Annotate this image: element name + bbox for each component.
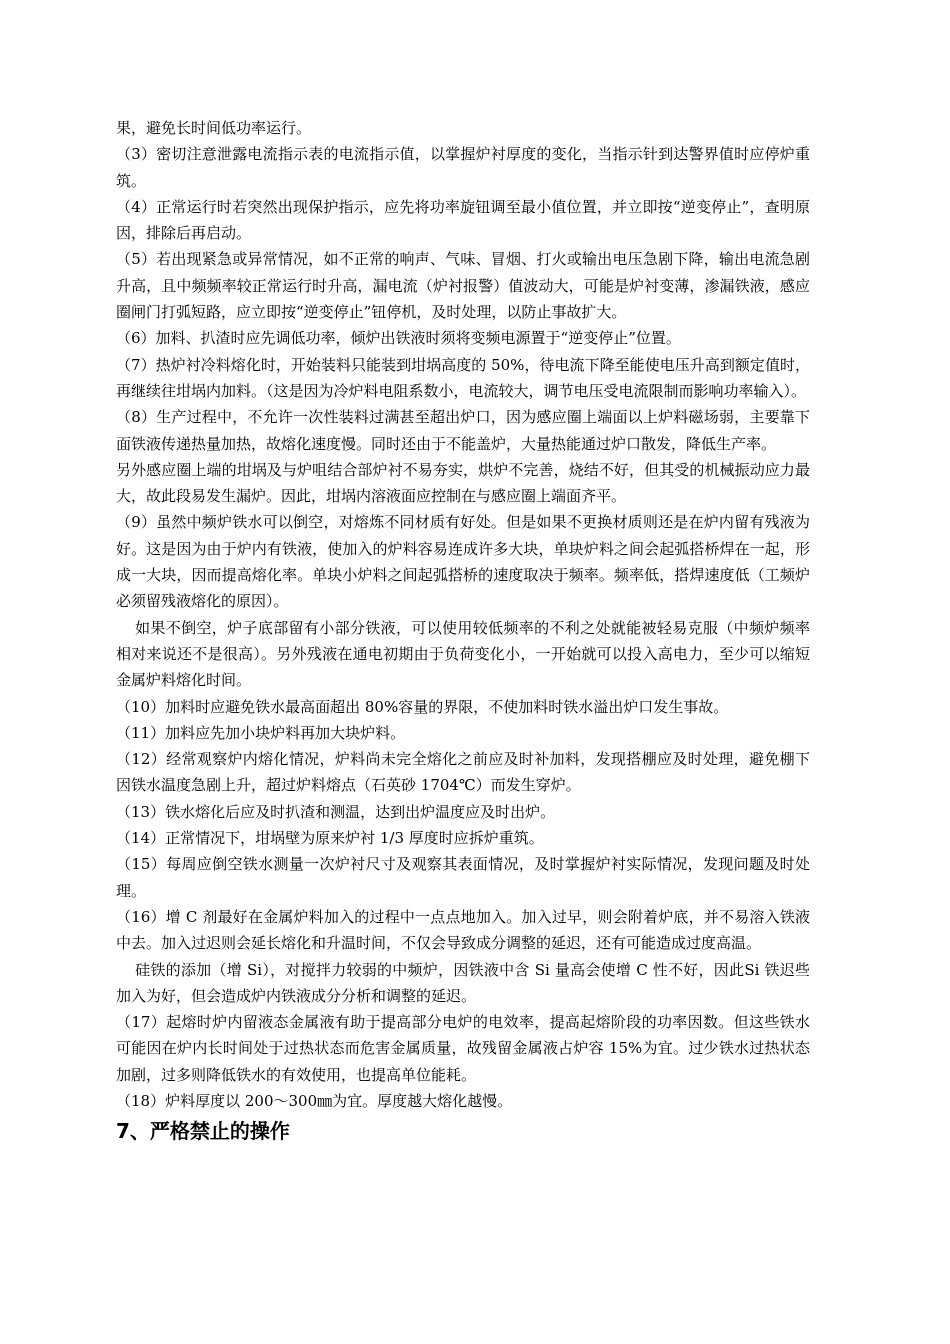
paragraph-item-8: （8）生产过程中，不允许一次性装料过满甚至超出炉口，因为感应圈上端面以上炉料磁场弱，主要靠下面铁液传递热量加热，故熔化速度慢。同时还由于不能盖炉，大量热能通过炉口散发，降低生产率。: [116, 408, 810, 453]
paragraph-item-12: （12）经常观察炉内熔化情况，炉料尚未完全熔化之前应及时补加料，发现搭棚应及时处理，避免棚下因铁水温度急剧上升，超过炉料熔点（石英砂 1704℃）而发生穿炉。: [116, 750, 810, 795]
paragraph-item-13: （13）铁水熔化后应及时扒渣和测温，达到出炉温度应及时出炉。: [116, 802, 556, 821]
paragraph-item-5: （5）若出现紧急或异常情况，如不正常的响声、气味、冒烟、打火或输出电压急剧下降，输出电流急剧升高，且中频频率较正常运行时升高，漏电流（炉衬报警）值波动大，可能是炉衬变薄，渗漏铁液，感应圈闸门打弧短路，应立即按“逆变停止”钮停机，及时处理，以防止事故扩大。: [116, 250, 810, 322]
paragraph-item-9-note: 如果不倒空，炉子底部留有小部分铁液，可以使用较低频率的不利之处就能被轻易克服（中频炉频率相对来说还不是很高）。另外残液在通电初期由于负荷变化小，一开始就可以投入高电力，至少可以缩短金属炉料熔化时间。: [116, 618, 810, 690]
paragraph-item-11: （11）加料应先加小块炉料再加大块炉料。: [116, 723, 406, 742]
section-heading: 7、严格禁止的操作: [116, 1119, 290, 1144]
paragraph-item-14: （14）正常情况下，坩埚壁为原来炉衬 1/3 厚度时应拆炉重筑。: [116, 829, 544, 848]
paragraph-item-15: （15）每周应倒空铁水测量一次炉衬尺寸及观察其表面情况，及时掌握炉衬实际情况，发现问题及时处理。: [116, 855, 810, 900]
paragraph-item-7: （7）热炉衬冷料熔化时，开始装料只能装到坩埚高度的 50%，待电流下降至能使电压升高到额定值时，再继续往坩埚内加料。（这是因为冷炉料电阻系数小，电流较大，调节电压受电流限制而影响功率输入）。: [116, 355, 810, 400]
paragraph-continuation: 果，避免长时间低功率运行。: [116, 119, 312, 137]
paragraph-item-16: （16）增 C 剂最好在金属炉料加入的过程中一点点地加入。加入过早，则会附着炉底，并不易溶入铁液中去。加入过迟则会延长熔化和升温时间，不仅会导致成分调整的延迟，还有可能造成过度高温。: [116, 907, 810, 953]
paragraph-item-3: （3）密切注意泄露电流指示表的电流指示值，以掌握炉衬厚度的变化，当指示针到达警界值时应停炉重筑。: [116, 145, 810, 190]
paragraph-item-16-note: 硅铁的添加（增 Si），对搅拌力较弱的中频炉，因铁液中含 Si 量高会使增 C 性不好，因此Si 铁迟些加入为好，但会造成炉内铁液成分分析和调整的延迟。: [116, 960, 810, 1005]
paragraph-item-8-note: 另外感应圈上端的坩埚及与炉咀结合部炉衬不易夯实，烘炉不完善，烧结不好，但其受的机械振动应力最大，故此段易发生漏炉。因此，坩埚内溶液面应控制在与感应圈上端面齐平。: [116, 460, 810, 506]
paragraph-item-6: （6）加料、扒渣时应先调低功率，倾炉出铁液时须将变频电源置于“逆变停止”位置。: [116, 329, 681, 348]
document-page: [116, 115, 810, 1146]
paragraph-item-10: （10）加料时应避免铁水最高面超出 80%容量的界限，不使加料时铁水溢出炉口发生事故。: [116, 697, 729, 716]
paragraph-item-4: （4）正常运行时若突然出现保护指示，应先将功率旋钮调至最小值位置，并立即按“逆变停止”，查明原因，排除后再启动。: [116, 197, 810, 243]
paragraph-item-17: （17）起熔时炉内留液态金属液有助于提高部分电炉的电效率，提高起熔阶段的功率因数。但这些铁水可能因在炉内长时间处于过热状态而危害金属质量，故残留金属液占炉容 15%为宜。过少铁水过热状态加剧，过多则降低铁水的有效使用，也提高单位能耗。: [116, 1013, 810, 1084]
paragraph-item-18: （18）炉料厚度以 200～300㎜为宜。厚度越大熔化越慢。: [116, 1091, 513, 1110]
paragraph-item-9: （9）虽然中频炉铁水可以倒空，对熔炼不同材质有好处。但是如果不更换材质则还是在炉内留有残液为好。这是因为由于炉内有铁液，使加入的炉料容易连成许多大块，单块炉料之间会起弧搭桥焊在一起，形成一大块，因而提高熔化率。单块小炉料之间起弧搭桥的速度取决于频率。频率低，搭焊速度低（工频炉必须留残液熔化的原因）。: [116, 513, 810, 611]
